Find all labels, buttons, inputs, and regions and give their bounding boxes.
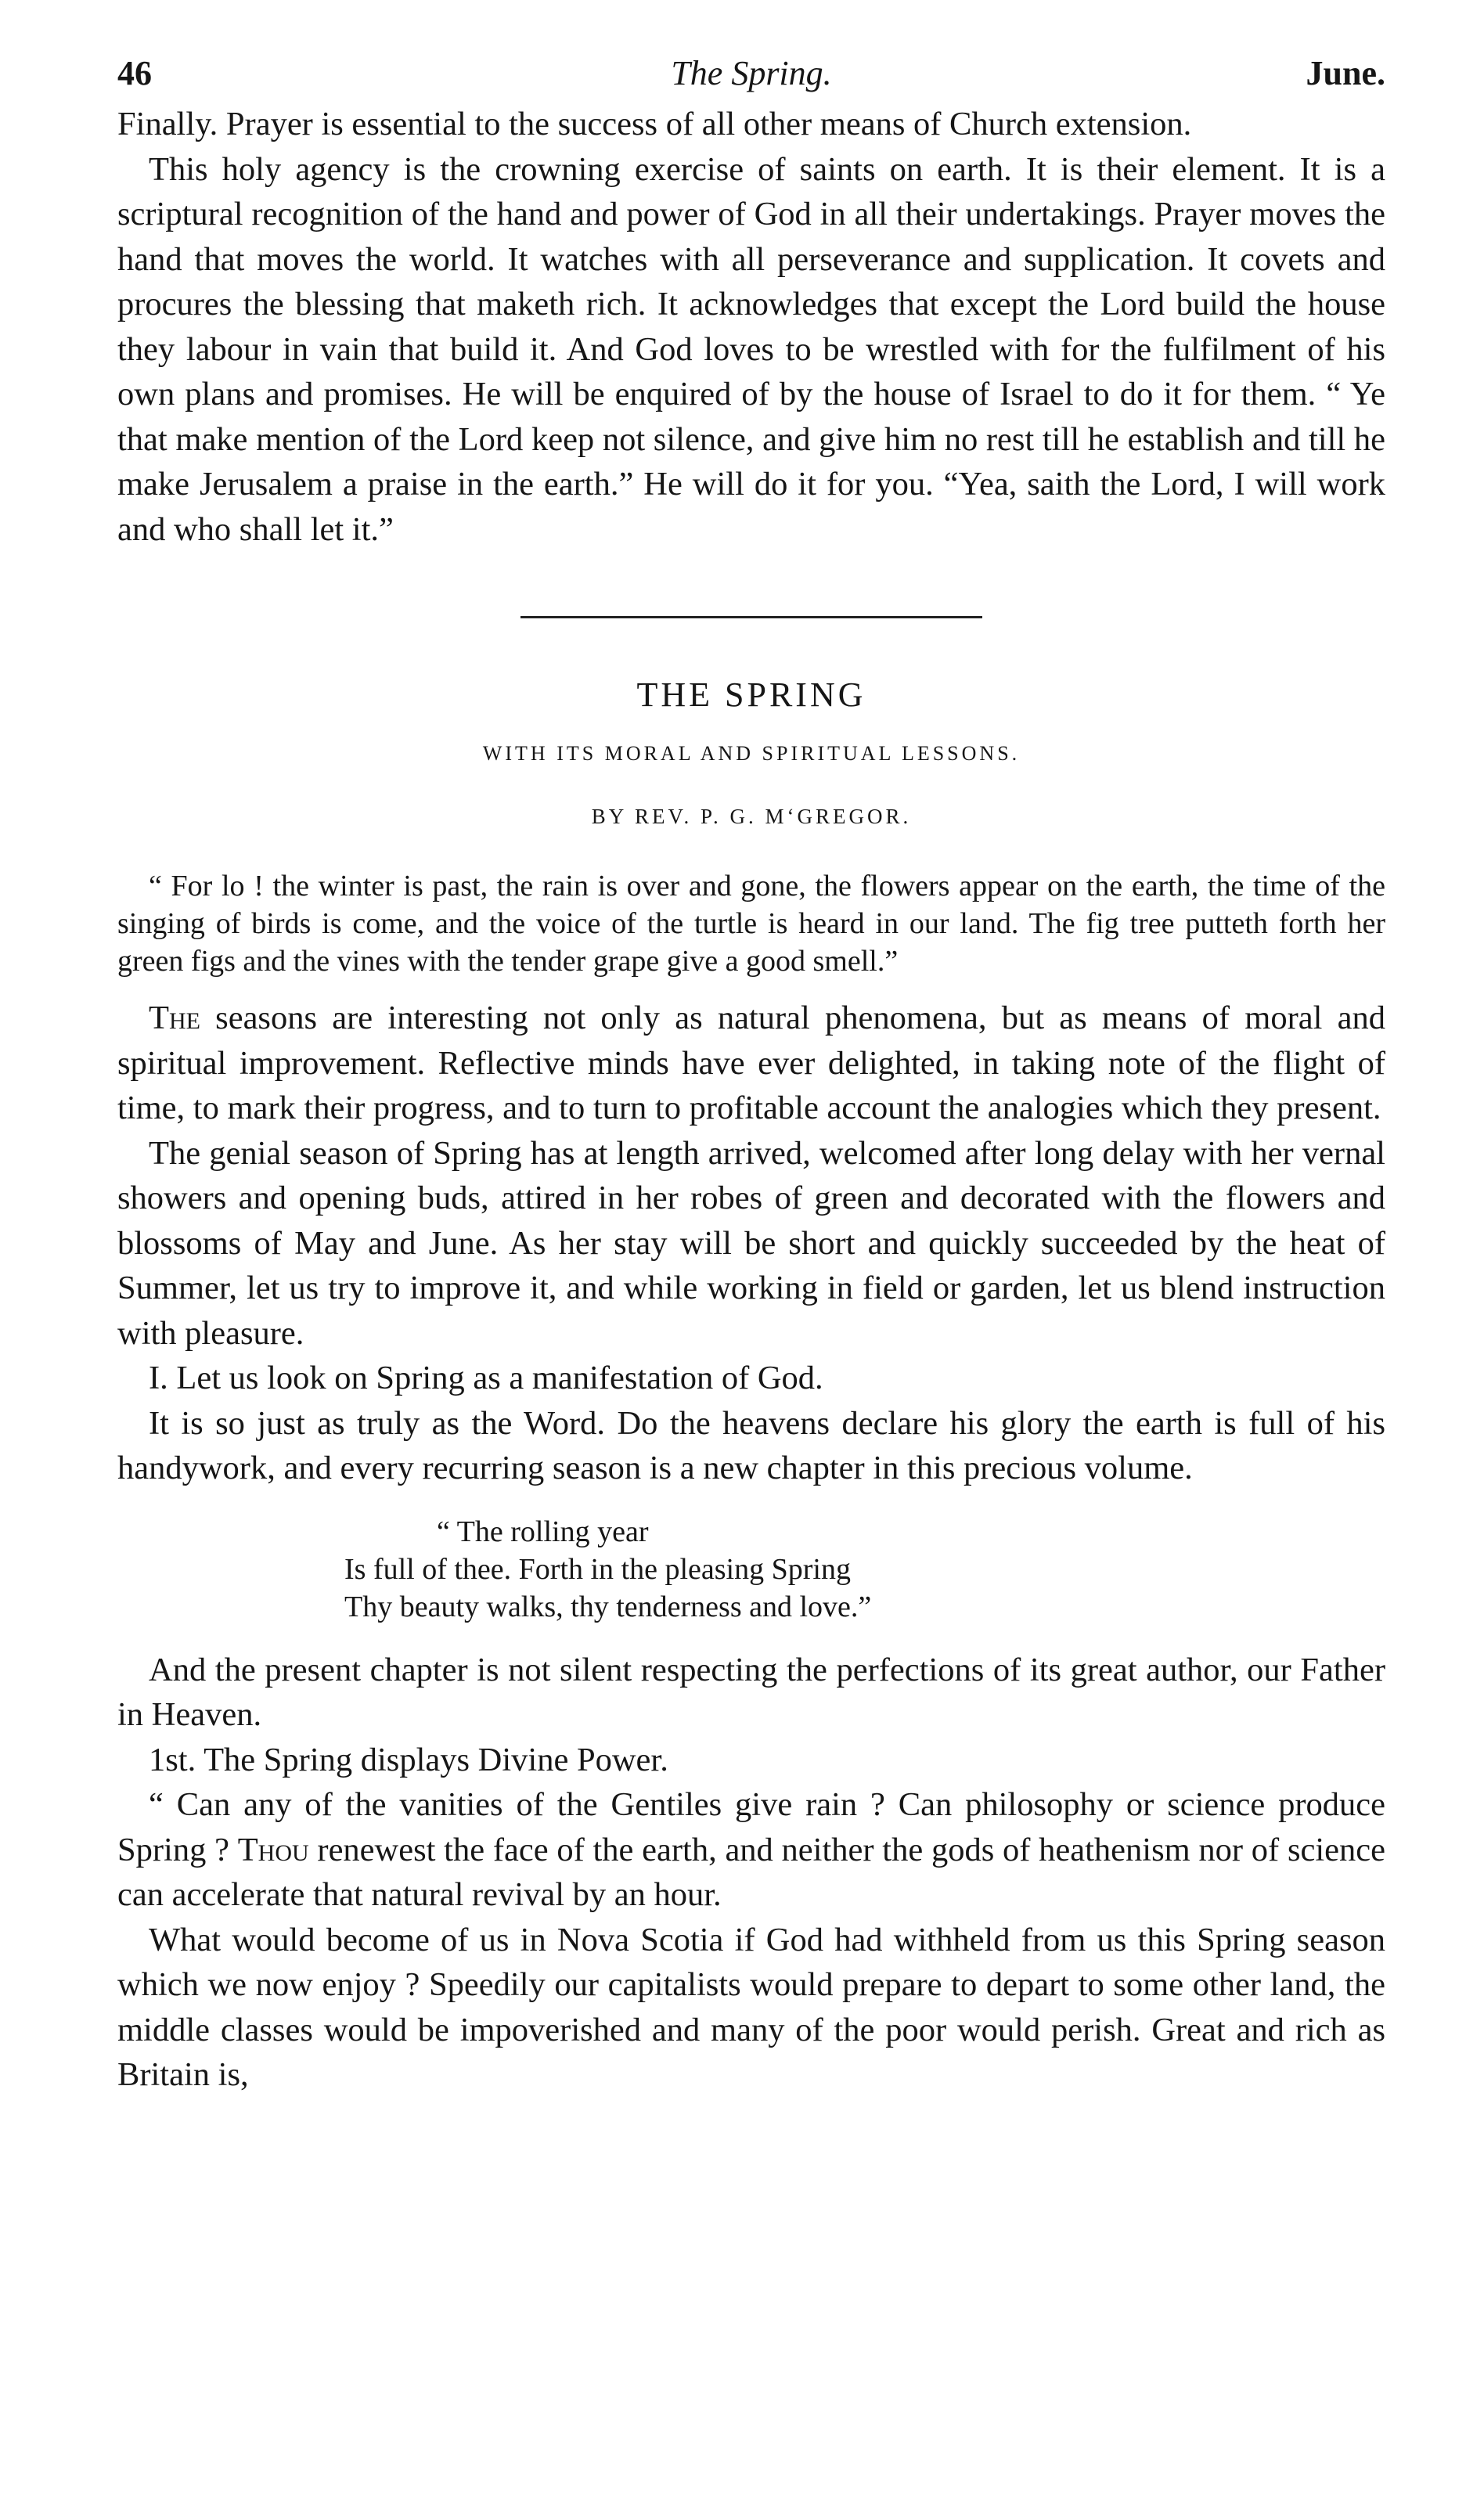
poem-line: “ The rolling year <box>437 1515 649 1548</box>
article-body <box>117 996 1385 1491</box>
paragraph-nova-scotia: What would become of us in Nova Scotia if God had withheld from us this Spring season which we now enjoy ? Speedily our capitalists would prepare to depart to some other land, the middle classes would be impoverished and many of the poor would perish. Great and rich as Britain is, <box>117 1921 1385 2093</box>
prelude-section <box>117 102 1385 552</box>
article-byline: BY REV. P. G. M‘GREGOR. <box>591 805 912 828</box>
paragraph-word: It is so just as truly as the Word. Do the heavens declare his glory the earth is full of his handywork, and every recurring season is a new chapter in this precious volume. <box>117 1404 1385 1486</box>
poem-quotation <box>344 1513 1385 1626</box>
epigraph: “ For lo ! the winter is past, the rain is over and gone, the flowers appear on the earth, the time of the singing of birds is come, and the voice of the turtle is heard in our land. The fig tree putteth forth her green figs and the vines with the tender grape give a good smell.” <box>117 870 1385 978</box>
page <box>117 47 1385 2098</box>
heading-manifestation: I. Let us look on Spring as a manifestation of God. <box>149 1360 823 1396</box>
running-head <box>117 47 1385 102</box>
article-title: THE SPRING <box>636 675 866 714</box>
paragraph-present-chapter: And the present chapter is not silent respecting the perfections of its great author, our Father in Heaven. <box>117 1651 1385 1733</box>
paragraph-genial-season: The genial season of Spring has at length arrived, welcomed after long delay with her vernal showers and opening buds, attired in her robes of green and decorated with the flowers and blossoms of May and June. As her stay will be short and quickly succeeded by the heat of Summer, let us try to improve it, and while working in field or garden, let us blend instruction with pleasure. <box>117 1134 1385 1352</box>
journal-title: The Spring. <box>671 54 832 92</box>
thou-word: Thou <box>237 1831 309 1868</box>
paragraph-gentiles <box>117 1782 1385 1918</box>
paragraph-gentiles-text-b: renewest the face of the earth, and neither the gods of heathenism nor of science can accelerate that natural revival by an hour. <box>117 1831 1386 1913</box>
poem-line: Thy beauty walks, thy tenderness and love.” <box>344 1590 872 1623</box>
paragraph-seasons <box>117 996 1385 1131</box>
article-subtitle: WITH ITS MORAL AND SPIRITUAL LESSONS. <box>482 742 1021 765</box>
paragraph-seasons-text: seasons are interesting not only as natural phenomena, but as means of moral and spiritual improvement. Reflective minds have ever delighted, in taking note of the flight of time, to mark their progress, and to turn to profitable account the analogies which they present. <box>117 1000 1385 1126</box>
poem-line: Is full of thee. Forth in the pleasing Spring <box>344 1552 851 1586</box>
page-number: 46 <box>117 54 152 92</box>
article-body-continued <box>117 1648 1385 2098</box>
paragraph-finally: Finally. Prayer is essential to the success of all other means of Church extension. <box>117 106 1192 142</box>
issue-month: June. <box>1306 54 1385 92</box>
opening-word: The <box>149 1000 200 1036</box>
heading-divine-power: 1st. The Spring displays Divine Power. <box>149 1741 668 1778</box>
paragraph-holy-agency: This holy agency is the crowning exercise of saints on earth. It is their element. It is a scriptural recognition of the hand and power of God in all their undertakings. Prayer moves the hand that moves the world. It watches with all perseverance and supplication. It covets and procures the blessing that maketh rich. It acknowledges that except the Lord build the house they labour in vain that build it. And God loves to be wrestled with for the fulfilment of his own plans and promises. He will be enquired of by the house of Israel to do it for them. “ Ye that make mention of the Lord keep not silence, and give him no rest till he establish and till he make Jerusalem a praise in the earth.” He will do it for you. “Yea, saith the Lord, I will work and who shall let it.” <box>117 150 1385 548</box>
paragraph-gentiles-text-a: “ Can any of the vanities of the Gentiles give rain ? Can philosophy or science produce Spring ? <box>117 1786 1385 1868</box>
section-divider <box>520 616 982 618</box>
